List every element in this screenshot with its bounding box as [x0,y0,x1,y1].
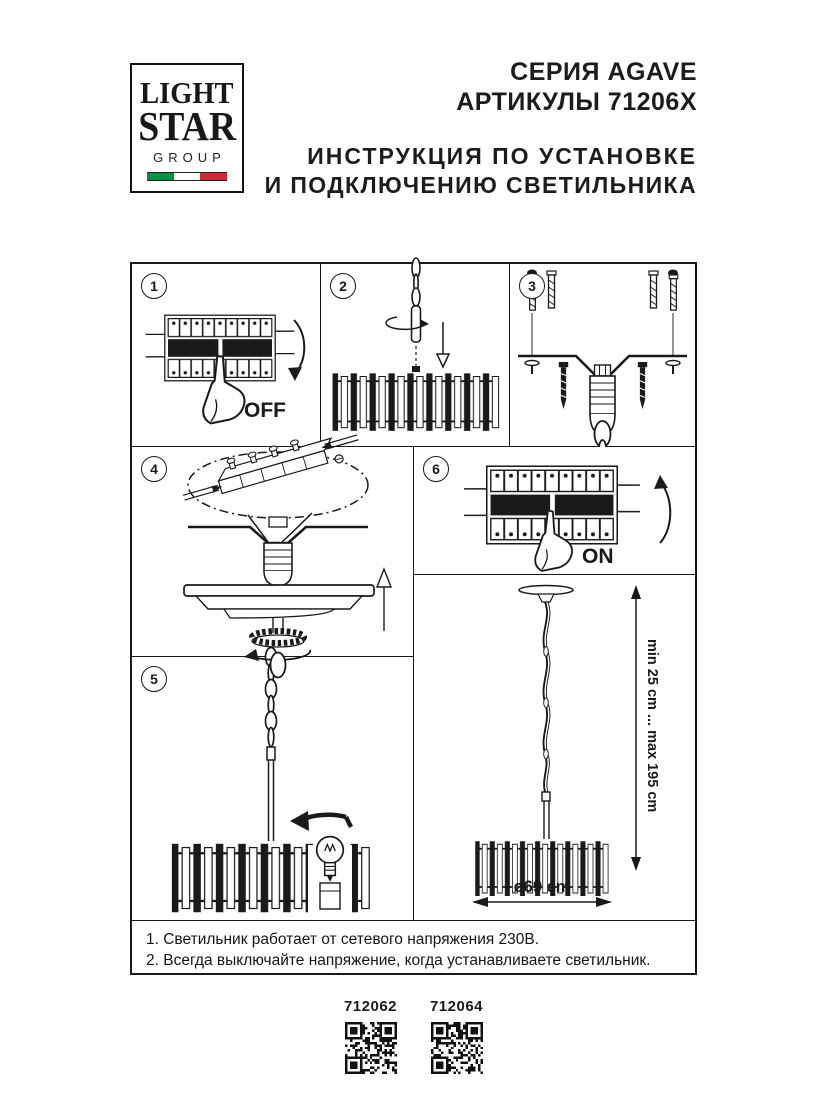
step-3-panel [510,264,695,447]
step-2-panel [321,264,510,447]
hanger-rod [269,760,274,841]
ceiling-canopy [519,586,573,603]
step-1-panel [132,264,321,447]
logo-text-group: GROUP [153,149,226,165]
lightstar-logo [130,63,244,193]
breaker-on-diagram [414,447,695,575]
instruction-title-line1: ИНСТРУКЦИЯ ПО УСТАНОВКЕ [307,143,697,169]
step-5-badge: 5 [141,666,167,692]
height-dimension [631,585,660,871]
step-4-panel [132,447,414,657]
footer-articles [130,998,697,1074]
canopy [184,585,374,618]
chain-link-icon [271,653,286,678]
twisted-chain-icon [543,602,549,792]
off-label: OFF [244,399,286,422]
step-4-badge: 4 [141,456,167,482]
article-number: 712064 [429,998,484,1015]
instruction-grid [130,262,697,975]
threaded-nipple [590,376,615,414]
crystal-shade [333,371,500,433]
on-label: ON [582,545,614,568]
dimensions-diagram [414,575,695,920]
wiring-canopy-diagram [132,447,414,681]
series-title: СЕРИЯ AGAVE [510,58,697,86]
dimensions-panel [414,575,695,920]
qr-code [345,1022,397,1074]
diameter-dimension-label: ø69 cm [513,878,571,896]
step-1-badge: 1 [141,273,167,299]
step-6-badge: 6 [423,456,449,482]
flag-white-segment [174,173,201,180]
articles-title: АРТИКУЛЫ 71206X [456,88,697,116]
qr-code [431,1022,483,1074]
step-2-badge: 2 [330,273,356,299]
height-dimension-label: min 25 cm ... max 195 cm [644,639,660,813]
rotate-up-arrow-icon [654,475,670,543]
lamp-socket [320,883,340,909]
article-column [427,998,487,1074]
notes-panel [132,920,695,973]
logo-text-star: STAR [138,102,236,149]
italian-flag-stripe [147,172,227,181]
flag-red-segment [200,173,227,180]
down-arrow-icon [437,322,449,367]
logo-text-light: LIGHT [140,75,234,111]
hex-bolt [595,365,611,376]
instruction-title-line2: И ПОДКЛЮЧЕНИЮ СВЕТИЛЬНИКА [264,172,697,198]
note-line-1: 1. Светильник работает от сетевого напряжения 230В. [146,931,540,948]
chain-icon [412,258,420,306]
note-line-2: 2. Всегда выключайте напряжение, когда устанавливаете светильник. [146,952,651,969]
ceiling-bracket [188,527,368,543]
wall-anchor-icons [527,270,678,311]
step-6-panel [414,447,695,575]
flag-green-segment [147,173,174,180]
decorative-nut [252,631,304,647]
up-arrow-icon [377,569,391,631]
step-3-badge: 3 [519,273,545,299]
article-number: 712062 [343,998,398,1015]
step-5-panel [132,657,414,920]
rotation-arrow-icon [386,317,429,329]
screw-rotation-arrow-icon [290,811,351,831]
adjuster-sleeve [412,306,421,342]
rotate-down-arrow-icon [288,320,304,381]
article-column [341,998,401,1074]
